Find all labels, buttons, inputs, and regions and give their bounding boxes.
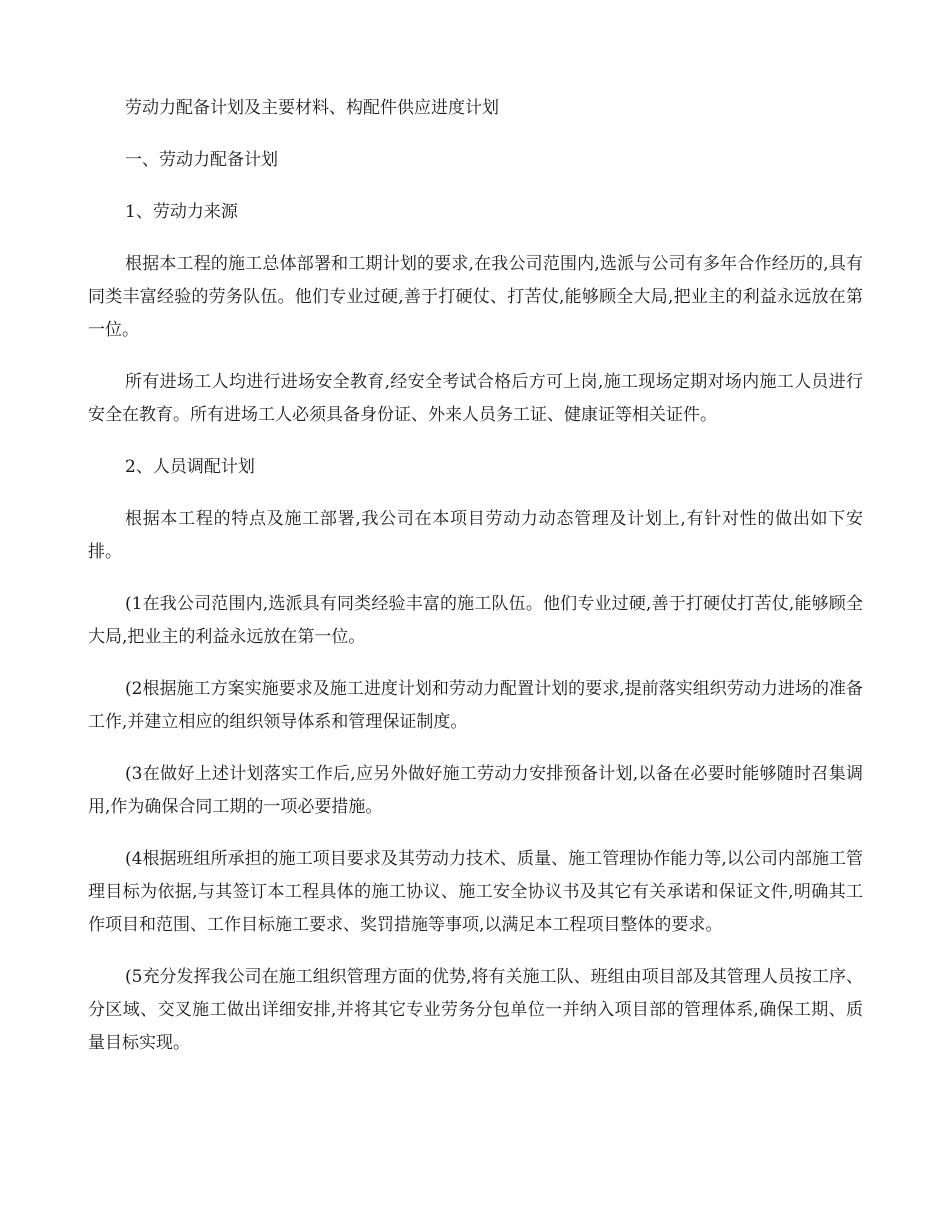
list-item-3: (3在做好上述计划落实工作后,应另外做好施工劳动力安排预备计划,以备在必要时能够随时召集调用,作为确保合同工期的一项必要措施。: [88, 764, 863, 817]
list-item-4: (4根据班组所承担的施工项目要求及其劳动力技术、质量、施工管理协作能力等,以公司内部施工管理目标为依据,与其签订本工程具体的施工协议、施工安全协议书及其它有关承诺和保证文件,明确其工作项目和范围、工作目标施工要求、奖罚措施等事项,以满足本工程项目整体的要求。: [88, 849, 863, 935]
document-page: [88, 92, 863, 1079]
list-item-2: (2根据施工方案实施要求及施工进度计划和劳动力配置计划的要求,提前落实组织劳动力进场的准备工作,并建立相应的组织领导体系和管理保证制度。: [88, 679, 863, 732]
paragraph-labor-source: 根据本工程的施工总体部署和工期计划的要求,在我公司范围内,选派与公司有多年合作经历的,具有同类丰富经验的劳务队伍。他们专业过硬,善于打硬仗、打苦仗,能够顾全大局,把业主的利益永远放在第一位。: [88, 254, 863, 340]
subsection-heading-labor-source: 1、劳动力来源: [125, 202, 238, 222]
paragraph-staffing-intro: 根据本工程的特点及施工部署,我公司在本项目劳动力动态管理及计划上,有针对性的做出如下安排。: [88, 509, 863, 562]
list-item-1: (1在我公司范围内,选派具有同类经验丰富的施工队伍。他们专业过硬,善于打硬仗打苦仗,能够顾全大局,把业主的利益永远放在第一位。: [88, 594, 863, 647]
paragraph-safety-education: 所有进场工人均进行进场安全教育,经安全考试合格后方可上岗,施工现场定期对场内施工人员进行安全在教育。所有进场工人必须具备身份证、外来人员务工证、健康证等相关证件。: [88, 372, 863, 425]
section-heading-labor-plan: 一、劳动力配备计划: [125, 150, 278, 170]
list-item-5: (5充分发挥我公司在施工组织管理方面的优势,将有关施工队、班组由项目部及其管理人员按工序、分区域、交叉施工做出详细安排,并将其它专业劳务分包单位一并纳入项目部的管理体系,确保工期、质量目标实现。: [88, 967, 863, 1053]
subsection-heading-staffing-plan: 2、人员调配计划: [125, 457, 255, 477]
document-title: 劳动力配备计划及主要材料、构配件供应进度计划: [125, 98, 499, 118]
